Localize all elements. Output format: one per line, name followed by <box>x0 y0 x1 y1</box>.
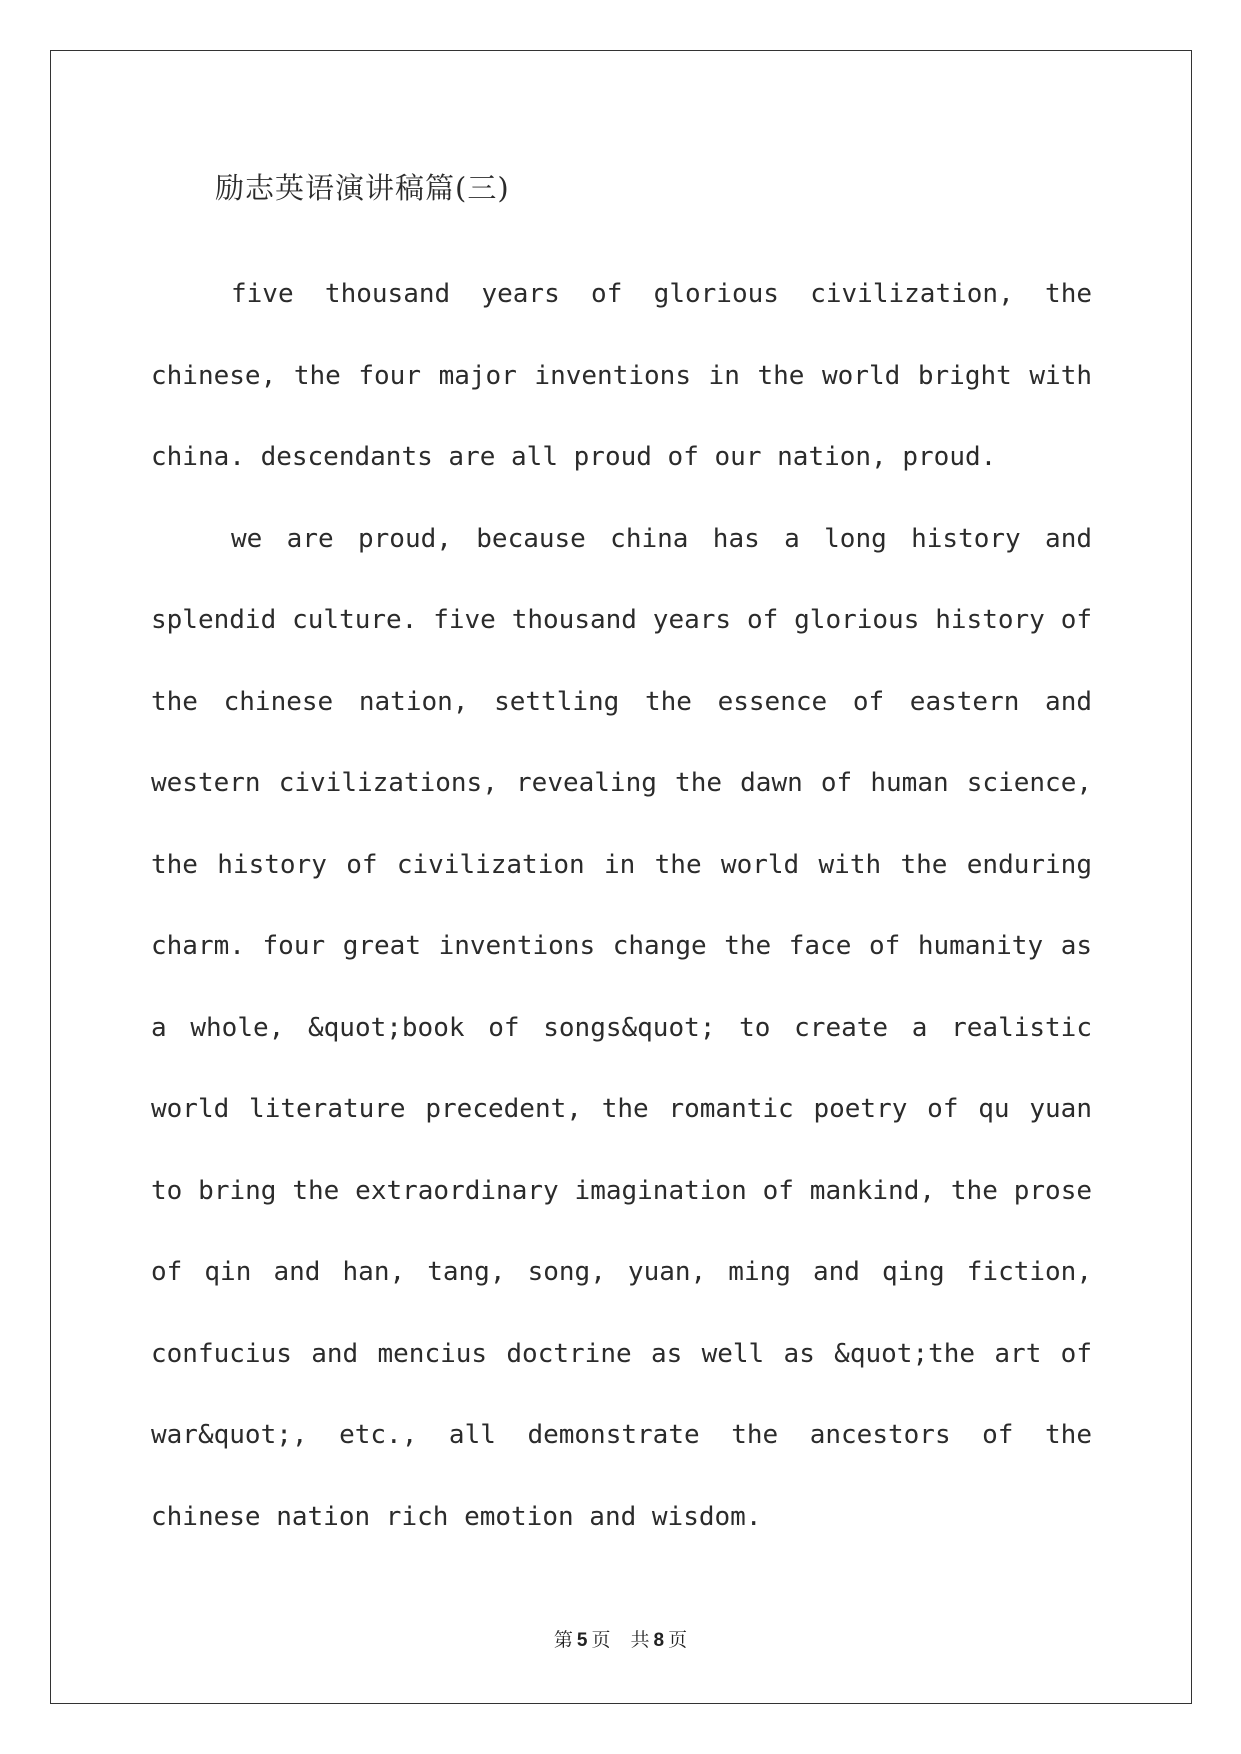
page-prefix: 第 <box>553 1629 573 1651</box>
paragraph-2: we are proud, because china has a long history and splendid culture. five thousand years of glorious history of the chinese nation, settling the essence of eastern and western civilizations, revealing the dawn of human science, the history of civilization in the world with the enduring charm. four great inventions change the face of humanity as a whole, &quot;book of songs&quot; to create a realistic world literature precedent, the romantic poetry of qu yuan to bring the extraordinary imagination of mankind, the prose of qin and han, tang, song, yuan, ming and qing fiction, confucius and mencius doctrine as well as &quot;the art of war&quot;, etc., all demonstrate the ancestors of the chinese nation rich emotion and wisdom. <box>151 523 1092 1532</box>
page-footer <box>0 1628 1241 1653</box>
total-suffix: 页 <box>668 1629 688 1651</box>
document-body <box>151 254 1092 1558</box>
total-page-count: 8 <box>653 1630 665 1651</box>
page-suffix: 页 <box>591 1629 611 1651</box>
paragraph-1: five thousand years of glorious civilization, the chinese, the four major inventions in the world bright with china. descendants are all proud of our nation, proud. <box>151 279 1092 472</box>
current-page-number: 5 <box>576 1630 588 1651</box>
document-title: 励志英语演讲稿篇(三) <box>215 171 510 205</box>
total-prefix: 共 <box>630 1629 650 1651</box>
